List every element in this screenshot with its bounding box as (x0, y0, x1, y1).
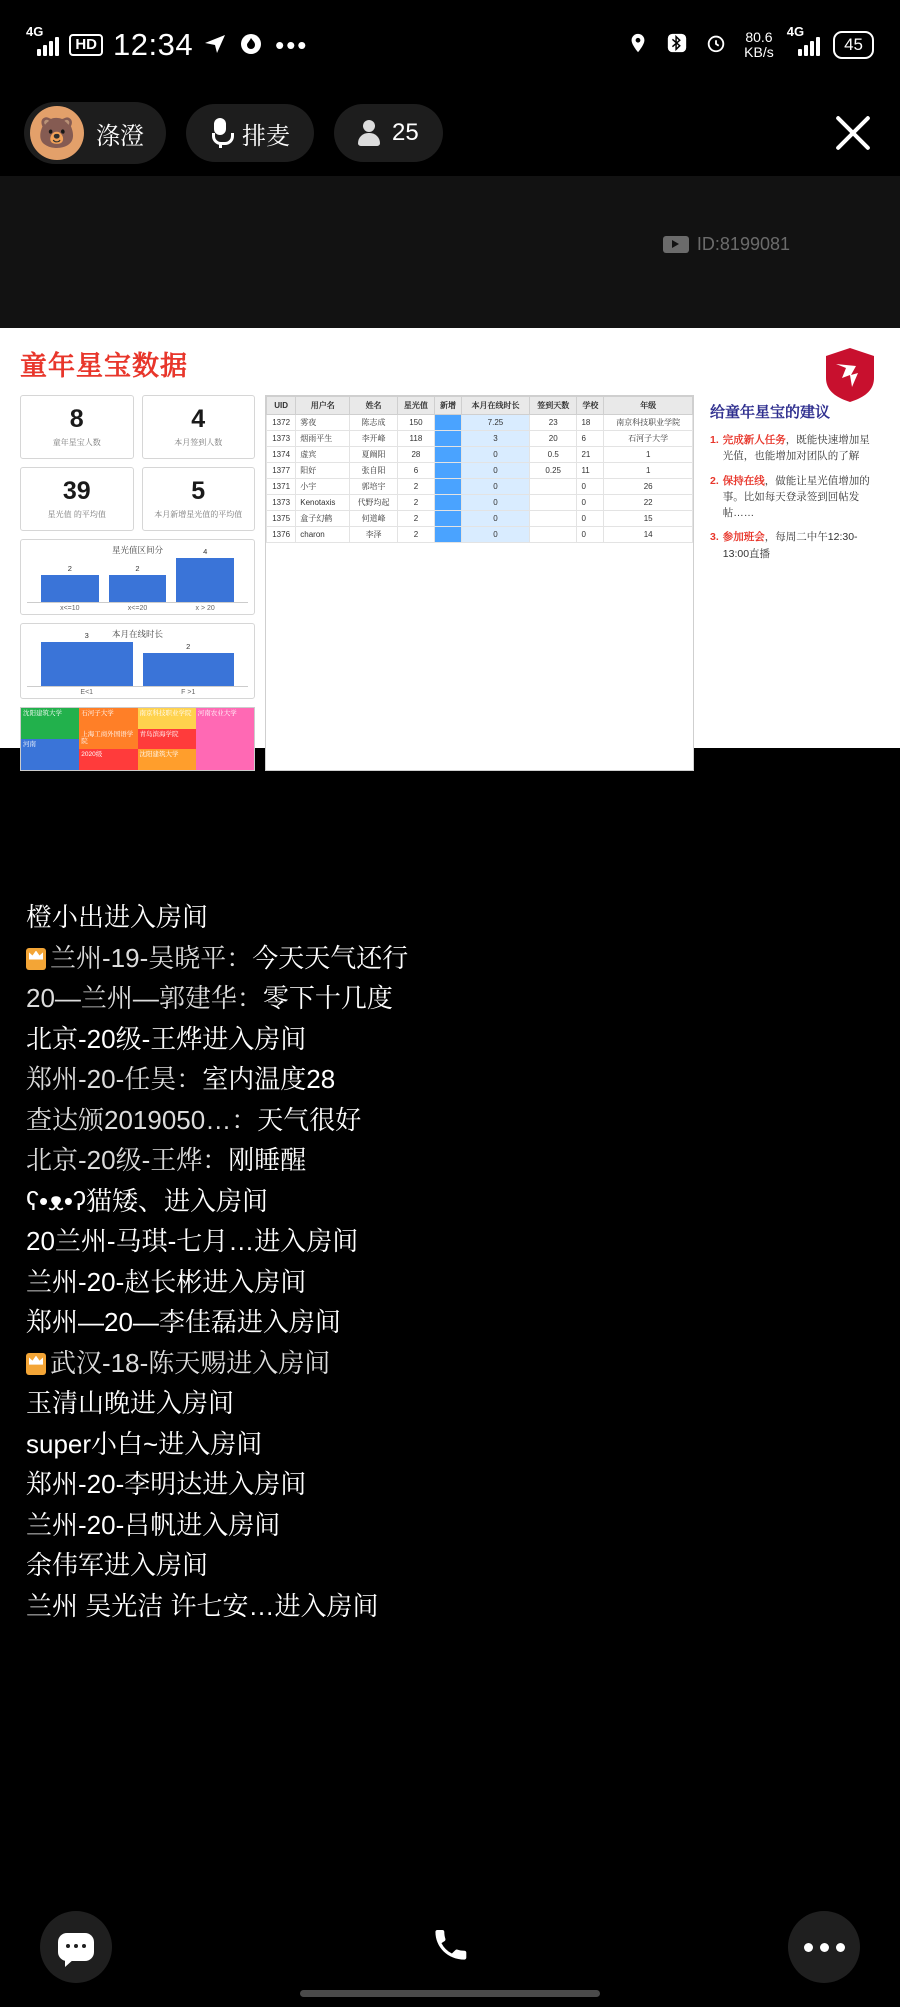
chart-title: 星光值区间分 (111, 545, 163, 555)
table-cell (529, 479, 576, 495)
chat-sender: 兰州-19-吴晓平： (50, 942, 253, 973)
table-cell: 0.25 (529, 463, 576, 479)
table-cell: 陈志成 (350, 415, 397, 431)
table-cell: 南京科技职业学院 (604, 415, 693, 431)
advice-item (710, 529, 880, 562)
chat-message (26, 1546, 874, 1586)
chat-message (26, 1222, 874, 1262)
table-cell: 1375 (267, 511, 296, 527)
clock-label: 12:34 (113, 27, 194, 62)
chart-x-label: x > 20 (195, 605, 215, 612)
table-cell (435, 495, 462, 511)
stat-card (20, 467, 134, 531)
table-cell: 14 (604, 527, 693, 543)
table-cell (435, 431, 462, 447)
advice-title: 给童年星宝的建议 (710, 404, 831, 421)
table-row (267, 447, 693, 463)
table-column-header: 签到天数 (529, 397, 576, 415)
chart-bar (41, 631, 133, 686)
color-grid-column (79, 708, 137, 770)
slide-advice-column (704, 395, 880, 771)
slide-title: 童年星宝数据 (20, 351, 188, 381)
phone-icon (431, 1951, 469, 1968)
table-cell (435, 511, 462, 527)
table-cell: 代野均起 (350, 495, 397, 511)
slide-left-column (20, 395, 255, 771)
stat-card (142, 467, 256, 531)
table-cell: 20 (529, 431, 576, 447)
alarm-icon (705, 32, 731, 58)
chat-sender: 20—兰州—郭建华： (26, 983, 263, 1014)
room-id-label: ID:8199081 (696, 234, 790, 254)
mic-queue-button[interactable] (186, 104, 314, 162)
close-icon[interactable] (830, 110, 876, 156)
advice-text: 保持在线，做能让星光值增加的事。比如每天登录签到回帖发帖…… (722, 474, 870, 520)
stat-value: 5 (191, 476, 206, 505)
chat-message (26, 1263, 874, 1303)
table-cell: 2 (397, 495, 434, 511)
shared-slide[interactable] (0, 328, 900, 759)
chat-message (26, 1020, 874, 1060)
audience-count-button[interactable] (334, 104, 443, 162)
stat-value: 4 (191, 404, 206, 433)
table-cell: 2 (397, 479, 434, 495)
chat-area[interactable] (0, 748, 900, 1626)
chat-text: 余伟军进入房间 (26, 1550, 209, 1581)
advice-text: 完成新人任务，既能快速增加星光值，也能增加对团队的了解 (722, 434, 870, 463)
table-column-header: 姓名 (350, 397, 397, 415)
chart-bar (143, 642, 235, 686)
table-cell (435, 447, 462, 463)
table-cell: 0 (461, 527, 529, 543)
table-cell (529, 495, 576, 511)
home-indicator (300, 1990, 600, 1997)
table-cell: 1 (604, 447, 693, 463)
table-cell: 23 (529, 415, 576, 431)
status-bar-left (26, 24, 309, 63)
chat-text: 北京-20级-王烨进入房间 (26, 1023, 307, 1054)
net-speed: 80.6 KB/s (744, 29, 774, 60)
table-cell: 何道峰 (350, 511, 397, 527)
color-grid-column (138, 708, 196, 770)
table-cell: 1374 (267, 447, 296, 463)
room-top-bar (0, 90, 900, 176)
chat-text: 刚睡醒 (228, 1145, 307, 1176)
table-cell (529, 511, 576, 527)
stat-caption: 本月新增星光值的平均值 (154, 509, 243, 519)
table-row (267, 511, 693, 527)
avatar: 🐻 (30, 106, 84, 160)
color-grid-cell: 青岛滨海学院 (138, 729, 196, 750)
stat-row-2 (20, 467, 255, 531)
chat-sender: 郑州-20-任昊： (26, 1064, 203, 1095)
table-cell (435, 463, 462, 479)
table-cell: 1371 (267, 479, 296, 495)
table-cell: 0 (461, 495, 529, 511)
battery-indicator: 45 (833, 31, 874, 59)
chat-message (26, 979, 874, 1019)
stat-caption: 童年星宝人数 (52, 437, 101, 447)
chat-text: 兰州-20-吕帆进入房间 (26, 1509, 281, 1540)
chart-x-label: F >1 (181, 689, 196, 696)
table-column-header: 星光值 (397, 397, 434, 415)
table-row (267, 495, 693, 511)
table-cell: 0 (461, 463, 529, 479)
table-cell: 0 (461, 511, 529, 527)
mic-queue-label: 排麦 (242, 122, 290, 150)
table-cell: 李泽 (350, 527, 397, 543)
table-cell: 1377 (267, 463, 296, 479)
stat-value: 39 (62, 476, 91, 505)
table-cell: 李开峰 (350, 431, 397, 447)
chat-message (26, 1303, 874, 1343)
table-cell: charon (296, 527, 350, 543)
chart-x-labels (27, 603, 248, 612)
table-row (267, 415, 693, 431)
advice-text: 参加班会，每周二中午12:30-13:00直播 (722, 531, 858, 560)
table-row (267, 463, 693, 479)
chat-message (26, 1141, 874, 1181)
table-cell (529, 527, 576, 543)
table-cell: 0 (577, 495, 604, 511)
stat-card (142, 395, 256, 459)
table-cell: 6 (577, 431, 604, 447)
msi-dragon-logo-icon (826, 348, 874, 402)
advice-item (710, 473, 880, 522)
chart-bar-value: 2 (186, 642, 191, 652)
slide-data-table (265, 395, 694, 771)
table-cell: 夏阚阳 (350, 447, 397, 463)
microphone-icon (210, 118, 230, 148)
stat-caption: 星光值 的平均值 (47, 509, 106, 519)
table-cell: 15 (604, 511, 693, 527)
table-cell: 0.5 (529, 447, 576, 463)
member-table (266, 396, 693, 543)
flame-icon (239, 32, 265, 58)
table-cell: 2 (397, 527, 434, 543)
stat-card (20, 395, 134, 459)
status-bar-right (627, 24, 874, 60)
table-row (267, 431, 693, 447)
chat-text: 20兰州-马琪-七月…进入房间 (26, 1226, 359, 1257)
vip-badge-icon (26, 948, 46, 970)
table-cell: 郭培宇 (350, 479, 397, 495)
chat-text: 室内温度28 (202, 1064, 336, 1095)
chart-title: 本月在线时长 (111, 629, 163, 639)
chat-text: 玉清山晚进入房间 (26, 1388, 235, 1419)
table-cell: 石河子大学 (604, 431, 693, 447)
vip-badge-icon (26, 1353, 46, 1375)
chart-bar (109, 564, 167, 602)
chart-x-label: x<=10 (60, 605, 80, 612)
table-cell: 0 (461, 447, 529, 463)
host-name-label: 涤澄 (96, 122, 144, 150)
color-grid-column (21, 708, 79, 770)
play-icon (663, 236, 689, 253)
table-cell: 0 (577, 527, 604, 543)
table-column-header: 新增 (435, 397, 462, 415)
chat-message (26, 1182, 874, 1222)
audience-count-label: 25 (392, 119, 419, 146)
table-cell: 26 (604, 479, 693, 495)
navigation-icon (203, 32, 229, 58)
chat-message (26, 1587, 874, 1627)
chart-bar-value: 2 (135, 564, 140, 573)
chat-sender: 查达颁2019050…： (26, 1104, 258, 1135)
chat-text: 兰州 吴光洁 许七安…进入房间 (26, 1590, 379, 1621)
color-grid-column (196, 708, 254, 770)
table-cell: 18 (577, 415, 604, 431)
color-grid-cell: 南京科技职业学院 (138, 708, 196, 729)
chat-message (26, 1101, 874, 1141)
color-grid-cell: 沈阳建筑大学 (21, 708, 79, 739)
online-time-chart (20, 623, 255, 699)
chat-message (26, 1060, 874, 1100)
table-cell: 阳好 (296, 463, 350, 479)
table-cell: 21 (577, 447, 604, 463)
starlight-range-chart (20, 539, 255, 615)
chart-bar (176, 547, 234, 602)
slide-body (20, 395, 880, 771)
school-color-grid (20, 707, 255, 771)
table-cell: 150 (397, 415, 434, 431)
chat-message (26, 1506, 874, 1546)
more-icon: ••• (275, 30, 309, 60)
table-cell: 28 (397, 447, 434, 463)
table-cell: 3 (461, 431, 529, 447)
chart-x-label: x<=20 (127, 605, 148, 612)
table-cell (435, 527, 462, 543)
table-cell: 1373 (267, 431, 296, 447)
table-cell: 虚宾 (296, 447, 350, 463)
table-cell: 0 (577, 511, 604, 527)
table-cell: 11 (577, 463, 604, 479)
table-column-header: 学校 (577, 397, 604, 415)
chart-bar-value: 2 (67, 564, 72, 573)
advice-number: 3. (710, 531, 719, 544)
chat-message (26, 1465, 874, 1505)
chat-text: super小白~进入房间 (26, 1428, 263, 1459)
table-cell: 22 (604, 495, 693, 511)
chat-message (26, 939, 874, 979)
advice-item (710, 432, 880, 465)
chart-bar-value: 4 (203, 547, 208, 556)
advice-number: 1. (710, 434, 719, 446)
table-cell: 118 (397, 431, 434, 447)
table-row (267, 527, 693, 543)
table-cell: 1376 (267, 527, 296, 543)
table-cell (435, 415, 462, 431)
chat-text: ʕ•ᴥ•ʔ猫矮、进入房间 (26, 1185, 268, 1216)
table-cell: 盒子幻鹤 (296, 511, 350, 527)
more-icon (804, 1943, 845, 1952)
bluetooth-icon (666, 32, 692, 58)
color-grid-cell: 沈阳建筑大学 (138, 749, 196, 770)
chart-bar (41, 564, 99, 602)
table-column-header: UID (267, 397, 296, 415)
host-profile-pill[interactable] (24, 102, 166, 164)
chat-message (26, 1344, 874, 1384)
table-cell: 0 (461, 479, 529, 495)
table-column-header: 用户名 (296, 397, 350, 415)
table-row (267, 479, 693, 495)
table-column-header: 年级 (604, 397, 693, 415)
color-grid-cell: 石河子大学 (79, 708, 137, 729)
person-icon (358, 120, 380, 146)
chart-bar-value: 3 (84, 631, 89, 640)
chat-sender: 武汉-18-陈天赐进入房间 (50, 1347, 331, 1378)
chart-x-label: E<1 (80, 689, 94, 696)
chat-message (26, 1384, 874, 1424)
chat-text: 今天天气还行 (252, 942, 409, 973)
advice-number: 2. (710, 474, 719, 487)
table-column-header: 本月在线时长 (461, 397, 529, 415)
network-type-right-label: 4G (786, 24, 805, 39)
color-grid-cell: 上海工商外国语学院 (79, 729, 137, 750)
chat-button[interactable] (40, 1911, 112, 1983)
color-grid-cell: 河南农业大学 (196, 708, 254, 770)
video-area[interactable] (0, 176, 900, 328)
table-cell: 张自阳 (350, 463, 397, 479)
chat-message (26, 1425, 874, 1465)
chat-bubble-icon (58, 1933, 94, 1961)
table-header-row (267, 397, 693, 415)
table-cell: 0 (577, 479, 604, 495)
table-cell: 小宇 (296, 479, 350, 495)
table-cell (435, 479, 462, 495)
chat-text: 零下十几度 (262, 983, 393, 1014)
chat-text: 郑州-20-李明达进入房间 (26, 1469, 307, 1500)
table-cell: 1372 (267, 415, 296, 431)
table-cell: 2 (397, 511, 434, 527)
chat-sender: 北京-20级-王烨： (26, 1145, 229, 1176)
hd-icon: HD (69, 34, 103, 56)
stat-row-1 (20, 395, 255, 459)
chat-text: 兰州-20-赵长彬进入房间 (26, 1266, 307, 1297)
room-id-tag (663, 234, 790, 255)
table-cell: 1 (604, 463, 693, 479)
stat-caption: 本月签到人数 (174, 437, 223, 447)
stat-value: 8 (69, 404, 84, 433)
call-button[interactable] (431, 1926, 469, 1969)
color-grid-cell: 河南 (21, 739, 79, 770)
chart-x-labels (27, 687, 248, 696)
table-cell: Kenotaxis (296, 495, 350, 511)
color-grid-cell: 2020级 (79, 749, 137, 770)
status-bar (0, 0, 900, 90)
chat-text: 橙小出进入房间 (26, 902, 209, 932)
network-type-label: 4G (26, 24, 44, 39)
location-icon (627, 32, 653, 58)
table-cell: 雾夜 (296, 415, 350, 431)
more-button[interactable] (788, 1911, 860, 1983)
chat-message (26, 898, 874, 938)
chat-text: 郑州—20—李佳磊进入房间 (26, 1307, 341, 1338)
bottom-action-bar (0, 1887, 900, 2007)
chat-text: 天气很好 (257, 1104, 362, 1135)
table-cell: 6 (397, 463, 434, 479)
table-cell: 1373 (267, 495, 296, 511)
table-cell: 7.25 (461, 415, 529, 431)
table-cell: 烟雨平生 (296, 431, 350, 447)
